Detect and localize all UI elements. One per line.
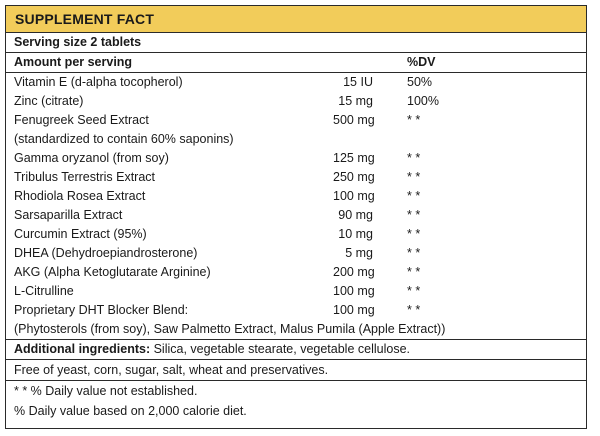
ingredient-dv: * * (407, 246, 421, 260)
ingredient-row (6, 263, 586, 282)
ingredient-name: DHEA (Dehydroepiandrosterone) (14, 246, 198, 260)
ingredient-amount: 15 mg (338, 94, 373, 108)
ingredient-row (6, 149, 586, 168)
ingredient-dv: 50% (407, 75, 433, 89)
ingredient-list (6, 73, 586, 340)
ingredient-row (6, 282, 586, 301)
ingredient-dv: * * (407, 265, 421, 279)
ingredient-dv: * * (407, 208, 421, 222)
additional-text: Silica, vegetable stearate, vegetable cellulose. (150, 342, 410, 356)
ingredient-amount: 500 mg (333, 113, 375, 127)
ingredient-name: (standardized to contain 60% saponins) (14, 132, 234, 146)
ingredient-name: (Phytosterols (from soy), Saw Palmetto Extract, Malus Pumila (Apple Extract)) (14, 322, 446, 336)
ingredient-dv: * * (407, 170, 421, 184)
ingredient-row (6, 73, 586, 92)
ingredient-dv: * * (407, 284, 421, 298)
ingredient-name: Proprietary DHT Blocker Blend: (14, 303, 189, 317)
supplement-facts-panel (5, 5, 587, 429)
ingredient-name: L-Citrulline (14, 284, 74, 298)
ingredient-amount: 100 mg (333, 189, 375, 203)
ingredient-amount: 200 mg (333, 265, 375, 279)
ingredient-dv: * * (407, 151, 421, 165)
ingredient-row (6, 320, 586, 340)
ingredient-name: Vitamin E (d-alpha tocopherol) (14, 75, 183, 89)
ingredient-amount: 5 mg (345, 246, 373, 260)
ingredient-name: Curcumin Extract (95%) (14, 227, 147, 241)
ingredient-row (6, 301, 586, 320)
ingredient-name: Zinc (citrate) (14, 94, 84, 108)
ingredient-amount: 125 mg (333, 151, 375, 165)
ingredient-name: Gamma oryzanol (from soy) (14, 151, 169, 165)
panel-title: SUPPLEMENT FACT (6, 6, 586, 33)
dv-basis-text: % Daily value based on 2,000 calorie diet. (14, 404, 247, 418)
ingredient-row (6, 130, 586, 149)
ingredient-row (6, 244, 586, 263)
ingredient-name: Rhodiola Rosea Extract (14, 189, 146, 203)
ingredient-dv: 100% (407, 94, 439, 108)
dv-note-2 (6, 401, 586, 421)
ingredient-dv: * * (407, 189, 421, 203)
ingredient-amount: 90 mg (338, 208, 373, 222)
ingredient-row (6, 187, 586, 206)
ingredient-amount: 15 IU (343, 75, 373, 89)
ingredient-row (6, 92, 586, 111)
additional-label: Additional ingredients: (14, 342, 151, 356)
ingredient-name: AKG (Alpha Ketoglutarate Arginine) (14, 265, 211, 279)
ingredient-name: Sarsaparilla Extract (14, 208, 123, 222)
serving-size (6, 33, 586, 53)
dv-header: %DV (407, 55, 436, 69)
ingredient-amount: 10 mg (338, 227, 373, 241)
ingredient-row (6, 206, 586, 225)
ingredient-dv: * * (407, 227, 421, 241)
free-of-note (6, 360, 586, 381)
serving-size-text: Serving size 2 tablets (14, 35, 142, 49)
ingredient-row (6, 168, 586, 187)
ingredient-amount: 100 mg (333, 284, 375, 298)
free-of-text: Free of yeast, corn, sugar, salt, wheat and preservatives. (14, 363, 329, 377)
ingredient-amount: 100 mg (333, 303, 375, 317)
ingredient-amount: 250 mg (333, 170, 375, 184)
ingredient-dv: * * (407, 303, 421, 317)
ingredient-dv: * * (407, 113, 421, 127)
ingredient-name: Tribulus Terrestris Extract (14, 170, 156, 184)
amount-header: Amount per serving (14, 55, 133, 69)
column-header-row (6, 53, 586, 73)
ingredient-row (6, 225, 586, 244)
ingredient-name: Fenugreek Seed Extract (14, 113, 149, 127)
dv-not-established-text: * * % Daily value not established. (14, 384, 198, 398)
ingredient-row (6, 111, 586, 130)
additional-ingredients (6, 340, 586, 360)
dv-note-1 (6, 381, 586, 401)
